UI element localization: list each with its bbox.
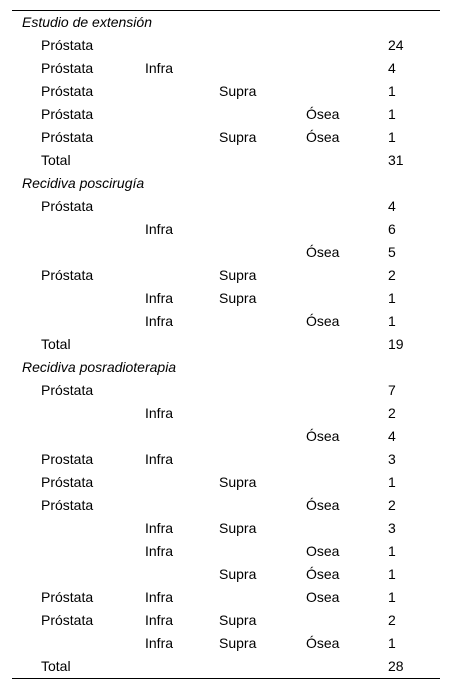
count-cell: 3: [388, 520, 396, 536]
count-cell: 6: [388, 221, 396, 237]
count-cell: 1: [388, 290, 396, 306]
infra-cell: Infra: [145, 221, 174, 237]
table-row: [12, 655, 440, 678]
site-cell: Próstata: [41, 37, 94, 53]
count-cell: 2: [388, 267, 396, 283]
section-title: Recidiva posradioterapia: [22, 359, 177, 375]
supra-cell: Supra: [219, 566, 257, 582]
table-row: [12, 425, 440, 448]
count-cell: 28: [388, 658, 404, 674]
count-cell: 2: [388, 405, 396, 421]
infra-cell: Infra: [145, 290, 174, 306]
table-row: [12, 195, 440, 218]
supra-cell: Supra: [219, 520, 257, 536]
table-row: [12, 149, 440, 172]
supra-cell: Supra: [219, 612, 257, 628]
count-cell: 24: [388, 37, 404, 53]
count-cell: 5: [388, 244, 396, 260]
table-row: [12, 264, 440, 287]
bone-cell: Ósea: [306, 313, 340, 329]
table-row: [12, 540, 440, 563]
site-cell: Próstata: [41, 106, 94, 122]
supra-cell: Supra: [219, 635, 257, 651]
infra-cell: Infra: [145, 520, 174, 536]
count-cell: 31: [388, 152, 404, 168]
supra-cell: Supra: [219, 474, 257, 490]
table-row: [12, 586, 440, 609]
table-row: [12, 563, 440, 586]
infra-cell: Infra: [145, 589, 174, 605]
count-cell: 1: [388, 106, 396, 122]
infra-cell: Infra: [145, 60, 174, 76]
table-row: [12, 379, 440, 402]
bone-cell: Osea: [306, 543, 340, 559]
count-cell: 4: [388, 428, 396, 444]
count-cell: 7: [388, 382, 396, 398]
count-cell: 2: [388, 612, 396, 628]
bone-cell: Ósea: [306, 244, 340, 260]
bone-cell: Ósea: [306, 497, 340, 513]
count-cell: 1: [388, 474, 396, 490]
site-cell: Próstata: [41, 83, 94, 99]
supra-cell: Supra: [219, 129, 257, 145]
bone-cell: Osea: [306, 589, 340, 605]
infra-cell: Infra: [145, 612, 174, 628]
table-row: [12, 494, 440, 517]
table-row: [12, 310, 440, 333]
site-cell: Próstata: [41, 497, 94, 513]
data-table: [12, 10, 440, 679]
section-title: Recidiva poscirugía: [22, 175, 145, 191]
site-cell: Total: [41, 336, 71, 352]
table-row: [12, 471, 440, 494]
count-cell: 1: [388, 83, 396, 99]
bone-cell: Ósea: [306, 106, 340, 122]
table-row: [12, 609, 440, 632]
bone-cell: Ósea: [306, 129, 340, 145]
site-cell: Próstata: [41, 382, 94, 398]
count-cell: 1: [388, 635, 396, 651]
site-cell: Próstata: [41, 60, 94, 76]
infra-cell: Infra: [145, 313, 174, 329]
count-cell: 1: [388, 566, 396, 582]
site-cell: Próstata: [41, 474, 94, 490]
count-cell: 1: [388, 313, 396, 329]
count-cell: 3: [388, 451, 396, 467]
table-row: [12, 333, 440, 356]
table-row: [12, 80, 440, 103]
table-row: [12, 103, 440, 126]
site-cell: Total: [41, 152, 71, 168]
table-row: [12, 287, 440, 310]
table-row: [12, 448, 440, 471]
table-row: [12, 57, 440, 80]
site-cell: Total: [41, 658, 71, 674]
table-row: [12, 632, 440, 655]
bone-cell: Ósea: [306, 428, 340, 444]
bone-cell: Ósea: [306, 635, 340, 651]
bone-cell: Ósea: [306, 566, 340, 582]
site-cell: Próstata: [41, 198, 94, 214]
count-cell: 19: [388, 336, 404, 352]
table-row: [12, 218, 440, 241]
site-cell: Prostata: [41, 451, 94, 467]
site-cell: Próstata: [41, 612, 94, 628]
supra-cell: Supra: [219, 83, 257, 99]
site-cell: Próstata: [41, 267, 94, 283]
count-cell: 1: [388, 589, 396, 605]
table-row: [12, 34, 440, 57]
infra-cell: Infra: [145, 451, 174, 467]
infra-cell: Infra: [145, 635, 174, 651]
count-cell: 1: [388, 129, 396, 145]
infra-cell: Infra: [145, 405, 174, 421]
section-title: Estudio de extensión: [22, 14, 152, 30]
count-cell: 4: [388, 198, 396, 214]
infra-cell: Infra: [145, 543, 174, 559]
count-cell: 2: [388, 497, 396, 513]
table-row: [12, 517, 440, 540]
site-cell: Próstata: [41, 129, 94, 145]
table-row: [12, 402, 440, 425]
table-row: [12, 241, 440, 264]
supra-cell: Supra: [219, 267, 257, 283]
table-row: [12, 126, 440, 149]
count-cell: 1: [388, 543, 396, 559]
supra-cell: Supra: [219, 290, 257, 306]
site-cell: Próstata: [41, 589, 94, 605]
count-cell: 4: [388, 60, 396, 76]
